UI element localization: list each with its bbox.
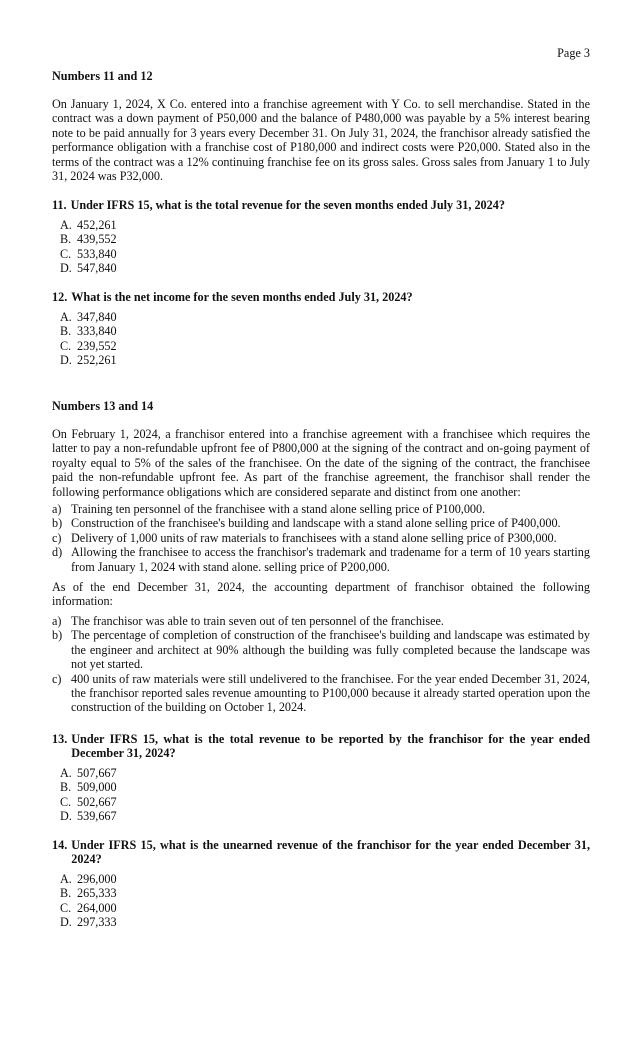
options-q14 [52,872,117,930]
option-q13-d: D. 539,667 [60,809,117,824]
option-q13-a: A. 507,667 [60,766,117,780]
status-paragraph: As of the end December 31, 2024, the accounting department of franchisor obtained the following information: [52,580,590,609]
info-item: b) The percentage of completion of construction of the franchisee's building and landscape was estimated by the engineer and architect at 90% although the building was fully completed because the landscape was not yet started. [52,628,590,672]
page-number: Page 3 [557,46,590,60]
options-q12 [52,310,117,368]
option-q14-b: B. 265,333 [60,886,117,901]
option-q13-c: C. 502,667 [60,794,117,809]
scenario-paragraph-13-14: On February 1, 2024, a franchisor entered into a franchise agreement with a franchisee which requires the latter to pay a non-refundable upfront fee of P800,000 at the signing of the contract and on-going payment of royalty equal to 5% of the sales of the franchisee. On the date of the signing of the contract, the franchisee paid the non-refundable upfront fee. As part of the franchise agreement, the franchisor shall render the following performance obligations which are considered separate and distinct from one another: [52,427,590,499]
option-q14-c: C. 264,000 [60,900,117,915]
option-q11-b: B. 439,552 [60,232,117,247]
option-q12-d: D. 252,261 [60,353,117,368]
question-number: 11. [52,198,67,212]
section-heading-13-14: Numbers 13 and 14 [52,399,154,413]
question-text: What is the net income for the seven months ended July 31, 2024? [71,290,413,304]
section-heading-11-12: Numbers 11 and 12 [52,69,153,83]
question-number: 12. [52,290,68,304]
question-text: Under IFRS 15, what is the total revenue for the seven months ended July 31, 2024? [70,198,505,212]
performance-obligations-list [52,502,590,574]
question-11 [52,198,590,212]
obligation-item: c) Delivery of 1,000 units of raw materials to franchisees with a stand alone selling price of P300,000. [52,530,557,545]
options-q13 [52,766,117,824]
question-12 [52,290,590,304]
question-13 [52,732,590,761]
option-q11-d: D. 547,840 [60,261,117,276]
obligation-item: d) Allowing the franchisee to access the franchisor's trademark and tradename for a term of 10 years starting from January 1, 2024 with stand alone. selling price of P200,000. [52,545,590,574]
option-q12-b: B. 333,840 [60,324,117,339]
option-q12-c: C. 239,552 [60,338,117,353]
options-q11 [52,218,117,276]
question-text: Under IFRS 15, what is the unearned revenue of the franchisor for the year ended December 31, 2024? [71,838,590,867]
scenario-paragraph-11-12: On January 1, 2024, X Co. entered into a franchise agreement with Y Co. to sell merchandise. Stated in the contract was a down payment of P50,000 and the balance of P480,000 was payable by a 5% interest bearing note to be paid annually for 3 years every December 31. On July 31, 2024, the franchisor already satisfied the performance obligation with a franchise cost of P180,000 and indirect costs were P20,000. Stated also in the terms of the contract was a 12% continuing franchise fee on its gross sales. Gross sales from January 1 to July 31, 2024 was P32,000. [52,97,590,184]
question-number: 14. [52,838,68,852]
info-item: c) 400 units of raw materials were still undelivered to the franchisee. For the year ended December 31, 2024, the franchisor reported sales revenue amounting to P100,000 because it already started operation upon the construction of the building on October 1, 2024. [52,671,590,715]
option-q11-c: C. 533,840 [60,246,117,261]
option-q14-a: A. 296,000 [60,872,117,886]
obligation-item: a) Training ten personnel of the franchisee with a stand alone selling price of P100,000. [52,502,486,516]
option-q12-a: A. 347,840 [60,310,117,324]
status-info-list [52,614,590,715]
question-text: Under IFRS 15, what is the total revenue to be reported by the franchisor for the year ended December 31, 2024? [71,732,590,761]
obligation-item: b) Construction of the franchisee's building and landscape with a stand alone selling price of P400,000. [52,516,561,531]
info-item: a) The franchisor was able to train seven out of ten personnel of the franchisee. [52,614,444,628]
option-q14-d: D. 297,333 [60,915,117,930]
option-q11-a: A. 452,261 [60,218,117,232]
option-q13-b: B. 509,000 [60,780,117,795]
question-number: 13. [52,732,68,746]
question-14 [52,838,590,867]
